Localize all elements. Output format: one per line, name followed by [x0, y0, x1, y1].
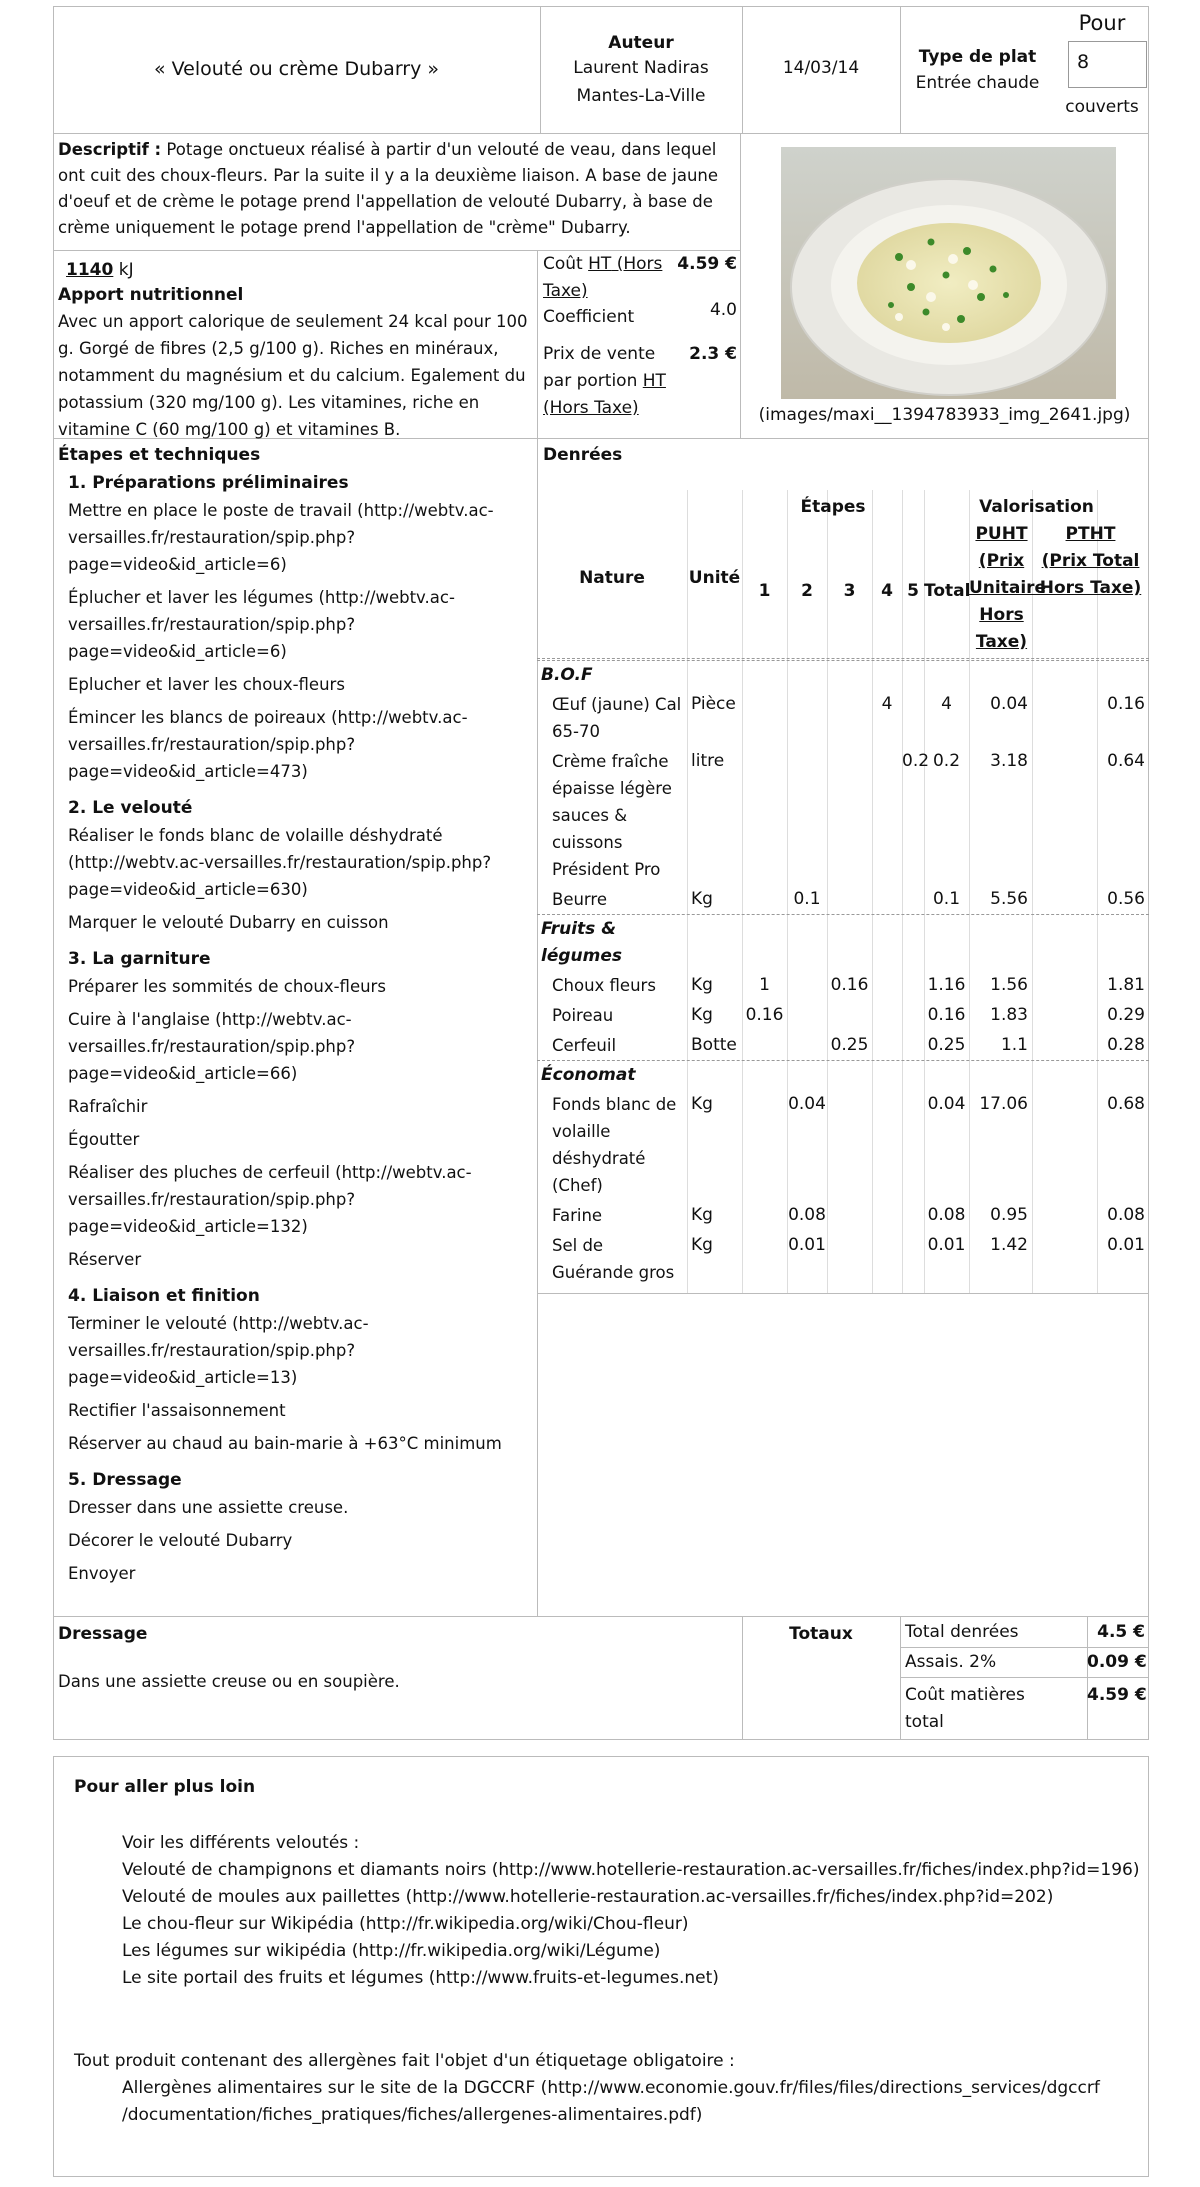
description-label: Descriptif : [58, 140, 162, 159]
recipe-photo [781, 147, 1116, 399]
step-item: Dresser dans une assiette creuse. [68, 1498, 349, 1517]
ingredient-pu: 1.83 [990, 1005, 1028, 1025]
ingredient-row [537, 1032, 1149, 1059]
cout-matieres-label: Coût matières total [905, 1685, 1025, 1732]
dressage-label: Dressage [58, 1624, 148, 1644]
step-item: Réserver [68, 1250, 142, 1269]
nutrition-label: Apport nutritionnel [58, 285, 244, 305]
cost-label: Coût HT (Hors Taxe) [543, 254, 663, 301]
further-link[interactable]: Velouté de moules aux paillettes (http://www.hotellerie-restauration.ac-versailles.fr/fiches/index.php?id=202) [122, 1887, 1054, 1907]
ingredient-pt: 0.01 [1107, 1235, 1145, 1255]
step-item: Réserver au chaud au bain-marie à +63°C minimum [68, 1434, 502, 1453]
ingredient-row [537, 1232, 1149, 1286]
dish-type: Entrée chaude [915, 73, 1040, 93]
ingredient-step-qty: 0.1 [793, 889, 821, 909]
ingredient-pt: 0.64 [1107, 751, 1145, 771]
cout-matieres-value: 4.59 € [1087, 1685, 1147, 1705]
ingredient-pu: 1.42 [990, 1235, 1028, 1255]
ingredient-nature: Crème fraîche épaisse légère sauces & cuissons Président Pro [552, 752, 672, 879]
ingredient-group: B.O.F [541, 665, 593, 685]
assais-label: Assais. 2% [905, 1652, 997, 1672]
step-item: Envoyer [68, 1564, 136, 1583]
ingredient-total: 0.04 [927, 1094, 966, 1114]
ingredient-row [537, 886, 1149, 913]
ingredient-row [537, 1002, 1149, 1029]
ingredient-step-qty: 1 [759, 975, 770, 995]
ingredient-group: Fruits & légumes [541, 919, 622, 966]
step-item[interactable]: Éplucher et laver les légumes (http://webtv.ac-versailles.fr/restauration/spip.php?page=video&id_article=6) [68, 588, 455, 661]
ingredient-step-qty: 0.08 [788, 1205, 826, 1225]
steps-heading: Étapes et techniques [58, 445, 261, 465]
ingredient-pt: 0.29 [1107, 1005, 1145, 1025]
ingredient-step-qty: 0.16 [830, 975, 869, 995]
kj-value: 1140 [66, 260, 114, 280]
ingredient-pt: 0.16 [1107, 694, 1145, 714]
ingredient-nature: Œuf (jaune) Cal 65-70 [552, 695, 682, 741]
col-step-3: 3 [843, 581, 856, 601]
ingredient-nature: Poireau [552, 1006, 614, 1025]
step-item[interactable]: Cuire à l'anglaise (http://webtv.ac-versailles.fr/restauration/spip.php?page=video&id_article=66) [68, 1010, 356, 1083]
ingredient-unit: litre [691, 751, 725, 771]
recipe-title: « Velouté ou crème Dubarry » [153, 58, 440, 80]
step-section-title: 5. Dressage [68, 1470, 182, 1490]
step-item[interactable]: Émincer les blancs de poireaux (http://webtv.ac-versailles.fr/restauration/spip.php?page=video&id_article=473) [68, 708, 468, 781]
ingredient-total: 1.16 [927, 975, 966, 995]
dish-type-label: Type de plat [918, 47, 1037, 67]
ingredient-pt: 0.68 [1107, 1094, 1145, 1114]
author-label: Auteur [608, 33, 674, 53]
step-section-title: 2. Le velouté [68, 798, 193, 818]
ingredient-pt: 0.56 [1107, 889, 1145, 909]
for-label: Pour [1078, 11, 1126, 35]
step-item[interactable]: Mettre en place le poste de travail (http://webtv.ac-versailles.fr/restauration/spip.php?page=video&id_article=6) [68, 501, 494, 574]
assais-value: 0.09 € [1087, 1652, 1147, 1672]
ingredient-unit: Kg [691, 1094, 713, 1114]
step-item[interactable]: Réaliser des pluches de cerfeuil (http://webtv.ac-versailles.fr/restauration/spip.php?page=video&id_article=132) [68, 1163, 472, 1236]
coef-value: 4.0 [709, 300, 737, 320]
col-step-5: 5 [907, 581, 919, 601]
ingredient-nature: Cerfeuil [552, 1036, 617, 1055]
ingredient-pt: 0.08 [1107, 1205, 1145, 1225]
ingredient-unit: Kg [691, 1235, 713, 1255]
step-section-title: 4. Liaison et finition [68, 1286, 260, 1306]
nutrition-kj [58, 257, 134, 284]
nutrition-text: Avec un apport calorique de seulement 24 kcal pour 100 g. Gorgé de fibres (2,5 g/100 g). Riches en minéraux, notamment du magnésium et du calcium. Egalement du potassium (320 mg/100 g). Les vitamines, riche en vitamine C (60 mg/100 g) et vitamines B. [58, 312, 528, 439]
total-denrees-label: Total denrées [905, 1622, 1019, 1642]
ingredient-total: 0.08 [927, 1205, 966, 1225]
step-item: Marquer le velouté Dubarry en cuisson [68, 913, 389, 932]
price-label: Prix de vente par portion HT (Hors Taxe) [543, 344, 666, 418]
ingredient-pt: 1.81 [1107, 975, 1145, 995]
step-item: Eplucher et laver les choux-fleurs [68, 675, 345, 694]
ingredient-row [537, 691, 1149, 745]
ingredient-step-qty: 0.2 [902, 751, 930, 771]
recipe-date: 14/03/14 [782, 58, 860, 78]
ingredient-row [537, 1202, 1149, 1229]
allergen-link-2[interactable]: /documentation/fiches_pratiques/fiches/allergenes-alimentaires.pdf) [122, 2105, 703, 2125]
ingredient-row [537, 748, 1149, 883]
cost-value: 4.59 € [677, 254, 737, 274]
ingredient-group: Économat [541, 1065, 636, 1085]
step-section-title: 3. La garniture [68, 949, 211, 969]
ingredient-total: 4 [941, 694, 952, 714]
covers-label: couverts [1065, 97, 1139, 117]
ingredient-total: 0.01 [927, 1235, 966, 1255]
price-value: 2.3 € [689, 344, 737, 364]
ingredient-unit: Kg [691, 889, 713, 909]
further-link[interactable]: Le site portail des fruits et légumes (http://www.fruits-et-legumes.net) [122, 1968, 719, 1988]
ingredient-total: 0.16 [927, 1005, 966, 1025]
velouté-plate-image [781, 147, 1116, 399]
further-intro: Voir les différents veloutés : [122, 1833, 360, 1853]
covers-input[interactable] [1068, 41, 1147, 88]
ingredient-pu: 0.04 [990, 694, 1028, 714]
ingredient-step-qty: 0.16 [745, 1005, 784, 1025]
ingredient-unit: Kg [691, 1205, 713, 1225]
step-item: Rafraîchir [68, 1097, 148, 1116]
col-unite: Unité [688, 568, 741, 588]
further-heading: Pour aller plus loin [74, 1777, 256, 1797]
ingredient-unit: Pièce [691, 694, 736, 714]
ingredients-table [537, 490, 1149, 1310]
step-item: Égoutter [68, 1130, 140, 1149]
step-item[interactable]: Réaliser le fonds blanc de volaille déshydraté (http://webtv.ac-versailles.fr/restauration/spip.php?page=video&id_article=630) [68, 826, 492, 899]
etapes-header: Étapes [800, 497, 866, 517]
allergen-link-1[interactable]: Allergènes alimentaires sur le site de la DGCCRF (http://www.economie.gouv.fr/files/files/directions_services/dgccrf [122, 2078, 1100, 2098]
ingredient-nature: Beurre [552, 890, 607, 909]
ingredient-nature: Farine [552, 1206, 603, 1225]
photo-caption: (images/maxi__1394783933_img_2641.jpg) [758, 405, 1131, 425]
ingredient-total: 0.1 [932, 889, 961, 909]
ingredient-pu: 1.1 [1000, 1035, 1028, 1055]
dressage-text: Dans une assiette creuse ou en soupière. [58, 1672, 400, 1691]
ingredients-heading: Denrées [543, 445, 623, 465]
further-link[interactable]: Les légumes sur wikipédia (http://fr.wikipedia.org/wiki/Légume) [122, 1941, 661, 1961]
ingredient-step-qty: 4 [881, 694, 893, 714]
steps-list [68, 470, 533, 1593]
col-ptht: PTHT (Prix Total Hors Taxe) [1039, 524, 1142, 598]
col-step-1: 1 [758, 581, 771, 601]
ingredient-row [537, 1091, 1149, 1199]
col-total: Total [924, 581, 971, 601]
ingredient-step-qty: 0.04 [788, 1094, 826, 1114]
ingredient-step-qty: 0.01 [788, 1235, 826, 1255]
covers-value: 8 [1077, 51, 1090, 73]
ingredient-unit: Kg [691, 975, 713, 995]
further-link[interactable]: Velouté de champignons et diamants noirs (http://www.hotellerie-restauration.ac-versailles.fr/fiches/index.php?id=196) [122, 1860, 1140, 1880]
total-denrees-value: 4.5 € [1097, 1622, 1145, 1642]
step-item: Rectifier l'assaisonnement [68, 1401, 286, 1420]
description-text: Potage onctueux réalisé à partir d'un velouté de veau, dans lequel ont cuit des choux-fleurs. Par la suite il y a la deuxième liaison. A base de jaune d'oeuf et de crème le potage prend l'appellation de velouté Dubarry, à base de crème uniquement le potage prend l'appellation de "crème" Dubarry. [58, 140, 719, 237]
ingredient-pu: 5.56 [990, 889, 1028, 909]
col-step-2: 2 [801, 581, 813, 601]
step-item: Décorer le velouté Dubarry [68, 1531, 293, 1550]
totals-label: Totaux [789, 1624, 853, 1644]
further-link[interactable]: Le chou-fleur sur Wikipédia (http://fr.wikipedia.org/wiki/Chou-fleur) [122, 1914, 689, 1934]
ingredient-nature: Fonds blanc de volaille déshydraté (Chef) [552, 1095, 677, 1195]
author-city: Mantes-La-Ville [576, 86, 706, 106]
step-item[interactable]: Terminer le velouté (http://webtv.ac-versailles.fr/restauration/spip.php?page=video&id_article=13) [68, 1314, 369, 1387]
ingredient-total: 0.2 [932, 751, 961, 771]
allergen-note: Tout produit contenant des allergènes fait l'objet d'un étiquetage obligatoire : [74, 2051, 735, 2071]
ingredient-pu: 0.95 [990, 1205, 1028, 1225]
kj-unit: kJ [118, 260, 134, 280]
col-step-4: 4 [881, 581, 893, 601]
ingredient-unit: Kg [691, 1005, 713, 1025]
author-name: Laurent Nadiras [573, 58, 709, 78]
ingredient-pu: 1.56 [990, 975, 1028, 995]
step-section-title: 1. Préparations préliminaires [68, 473, 349, 493]
further-links [122, 1857, 1140, 1992]
col-nature: Nature [579, 568, 645, 588]
description [58, 137, 736, 241]
ingredient-pt: 0.28 [1107, 1035, 1145, 1055]
ingredient-pu: 3.18 [990, 751, 1028, 771]
ingredient-nature: Sel de Guérande gros [552, 1236, 675, 1282]
ingredient-nature: Choux fleurs [552, 976, 656, 995]
coef-label: Coefficient [543, 307, 635, 327]
ingredient-step-qty: 0.25 [830, 1035, 869, 1055]
ingredient-unit: Botte [691, 1035, 737, 1055]
valorisation-header: Valorisation [979, 497, 1094, 517]
ingredient-row [537, 972, 1149, 999]
ingredient-pu: 17.06 [979, 1094, 1028, 1114]
step-item: Préparer les sommités de choux-fleurs [68, 977, 386, 996]
col-puht: PUHT (Prix Unitaire Hors Taxe) [969, 524, 1047, 652]
ingredient-total: 0.25 [927, 1035, 966, 1055]
